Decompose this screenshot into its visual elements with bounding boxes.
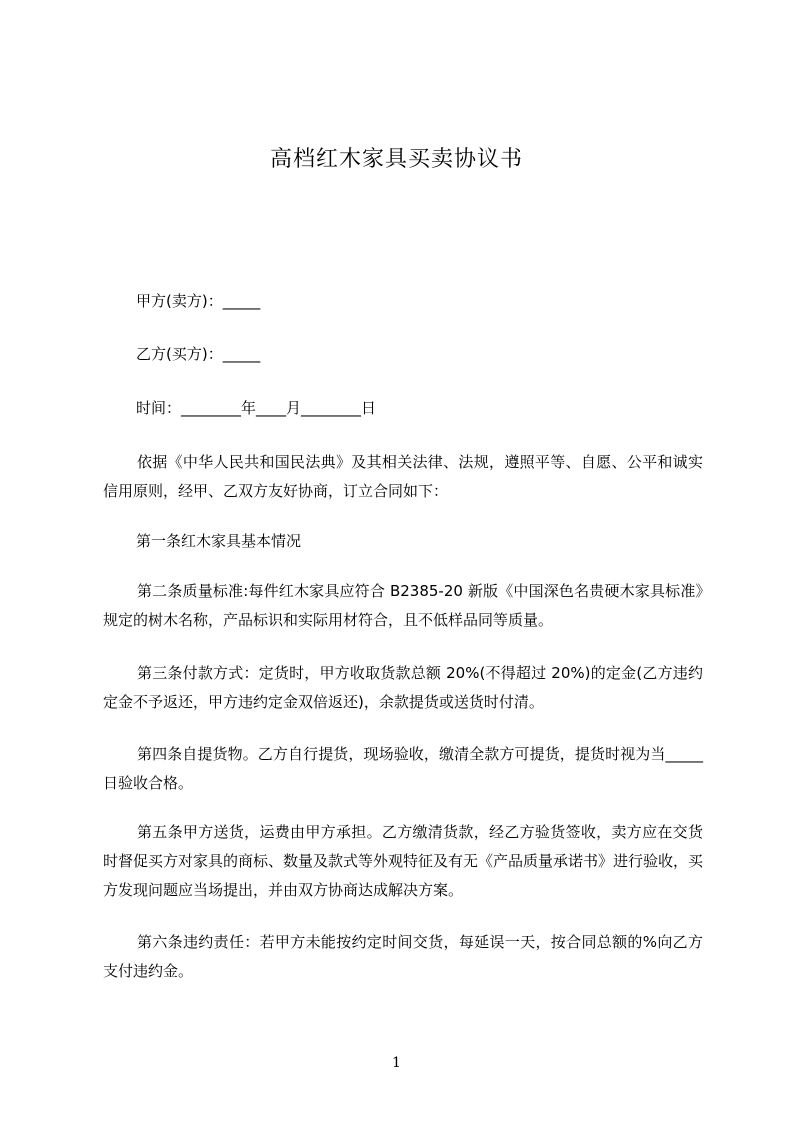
intro-paragraph: 依据《中华人民共和国民法典》及其相关法律、法规，遵照平等、自愿、公平和诚实信用原则，经甲、乙双方友好协商，订立合同如下： — [103, 453, 703, 500]
page-number: 1 — [392, 1055, 401, 1071]
article-1-heading: 第一条红木家具基本情况 — [136, 532, 302, 550]
article-5-paragraph: 第五条甲方送货，运费由甲方承担。乙方缴清货款，经乙方验货签收，卖方应在交货时督促买方对家具的商标、数量及款式等外观特征及有无《产品质量承诺书》进行验收，买方发现问题应当场提出，并由双方协商达成解决方案。 — [103, 823, 704, 899]
article-4-paragraph: 第四条自提货物。乙方自行提货，现场验收，缴清全款方可提货，提货时视为当_____日验收合格。 — [103, 745, 703, 792]
document-title: 高档红木家具买卖协议书 — [269, 147, 523, 172]
party-a-line: 甲方(卖方)：_____ — [136, 292, 261, 310]
article-6-paragraph: 第六条违约责任：若甲方未能按约定时间交货，每延误一天，按合同总额的%向乙方支付违约金。 — [103, 933, 703, 980]
date-line: 时间：________年____月________日 — [136, 399, 377, 417]
article-2-paragraph: 第二条质量标准:每件红木家具应符合 B2385-20 新版《中国深色名贵硬木家具标准》规定的树木名称，产品标识和实际用材符合，且不低样品同等质量。 — [103, 582, 703, 629]
article-3-paragraph: 第三条付款方式：定货时，甲方收取货款总额 20%(不得超过 20%)的定金(乙方违约定金不予返还，甲方违约定金双倍返还)，余款提货或送货时付清。 — [103, 664, 703, 711]
party-b-line: 乙方(买方)：_____ — [136, 345, 261, 363]
